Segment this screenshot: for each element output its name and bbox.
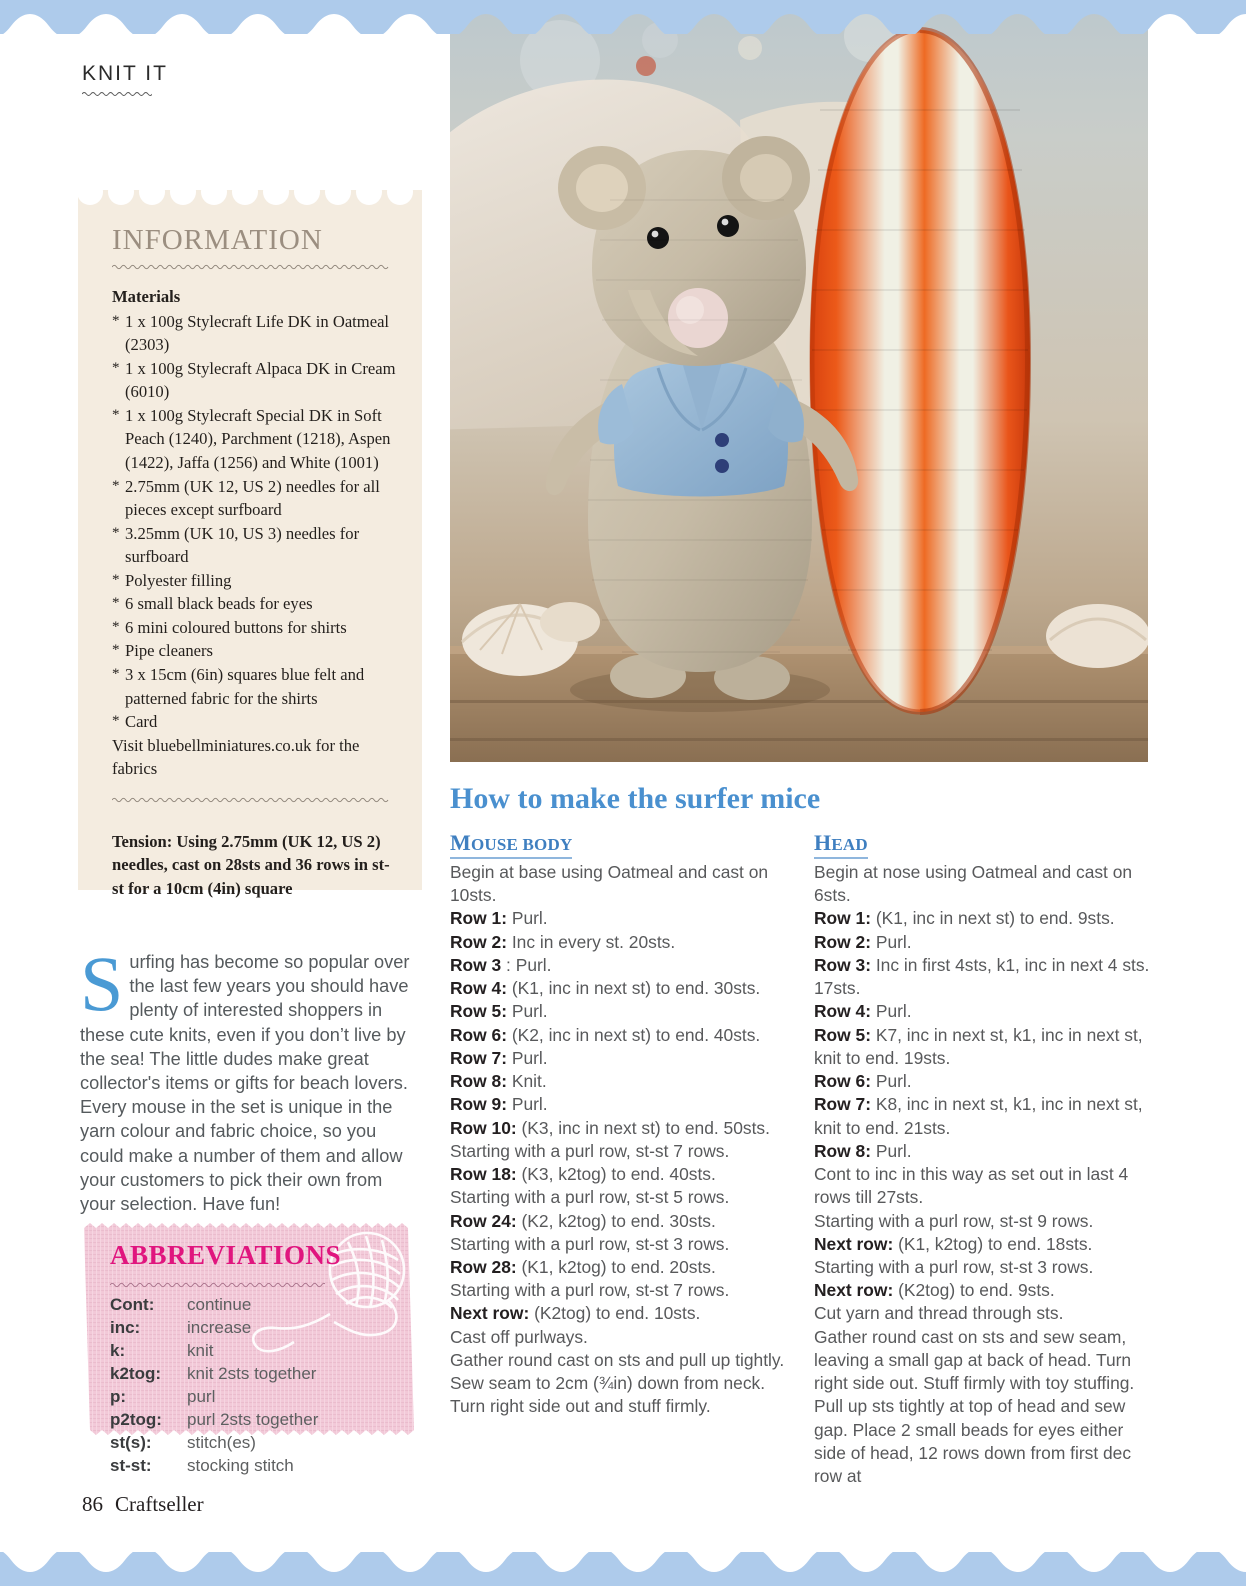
row-label: Row 7: <box>450 1047 508 1068</box>
materials-item: * 1 x 100g Stylecraft Life DK in Oatmeal (2303) <box>112 310 396 357</box>
materials-block <box>112 285 396 781</box>
bottom-wave-border <box>0 1552 1246 1586</box>
abbreviation-definition: stocking stitch <box>187 1455 294 1475</box>
abbreviation-row <box>110 1432 318 1455</box>
row-label: Row 18: <box>450 1164 517 1185</box>
section-heading-mouse-body <box>450 830 572 859</box>
abbreviation-term: st(s): <box>110 1432 152 1452</box>
row-label: Row 6: <box>814 1071 872 1092</box>
row-label: Row 4: <box>450 978 508 999</box>
page-footer <box>82 1492 204 1517</box>
materials-item: * 6 small black beads for eyes <box>112 592 396 616</box>
tension-note: Tension: Using 2.75mm (UK 12, US 2) needles, cast on 28sts and 36 rows in st-st for a 10cm (4in) square <box>112 831 390 898</box>
row-label: Row 6: <box>450 1024 508 1045</box>
abbreviation-row <box>110 1455 318 1478</box>
section-heading-head <box>814 830 868 859</box>
intro-text: urfing has become so popular over the last few years you should have plenty of interested shoppers in these cute knits, even if you don’t live by the sea! The little dudes make great collector's items or gifts for beach lovers. Every mouse in the set is unique in the yarn colour and fabric choice, so you could make a number of them and allow your customers to pick their own from your selection. Have fun! <box>80 952 410 1215</box>
abbreviation-term: st-st: <box>110 1455 152 1475</box>
abbreviation-definition: knit 2sts together <box>187 1363 317 1383</box>
instruction-columns <box>450 830 1155 1488</box>
row-label: Row 1: <box>814 908 872 929</box>
surfer-mouse-photo <box>450 0 1148 762</box>
materials-item: * 1 x 100g Stylecraft Alpaca DK in Cream (6010) <box>112 357 396 404</box>
materials-heading: Materials <box>112 287 181 306</box>
row-label: Row 5: <box>450 1001 508 1022</box>
abbreviation-definition: purl <box>187 1386 216 1406</box>
materials-list <box>112 310 396 734</box>
abbreviation-term: inc: <box>110 1317 141 1337</box>
row-label: Row 24: <box>450 1210 517 1231</box>
abbreviation-row <box>110 1409 318 1432</box>
intro-paragraph <box>80 940 416 1216</box>
materials-item: * Card <box>112 710 396 734</box>
heading-smallcaps: OUSE BODY <box>470 835 573 854</box>
page-kicker: KNIT IT <box>82 62 168 85</box>
instruction-column-head <box>814 830 1155 1488</box>
information-box <box>78 190 422 898</box>
row-label: Row 1: <box>450 908 508 929</box>
row-label: Row 4: <box>814 1001 872 1022</box>
row-label: Next row: <box>814 1280 894 1301</box>
row-label: Row 5: <box>814 1024 872 1045</box>
abbreviation-definition: continue <box>187 1295 252 1314</box>
row-label: Next row: <box>450 1303 530 1324</box>
abbreviation-term: p: <box>110 1386 127 1406</box>
magazine-name: Craftseller <box>115 1492 204 1516</box>
materials-item: * 1 x 100g Stylecraft Special DK in Soft Peach (1240), Parchment (1218), Aspen (1422), Jaffa (1256) and White (1001) <box>112 404 396 475</box>
abbreviation-term: k: <box>110 1340 126 1360</box>
materials-item: * 6 mini coloured buttons for shirts <box>112 616 396 640</box>
materials-item: * Polyester filling <box>112 569 396 593</box>
fabrics-website-note: Visit bluebellminiatures.co.uk for the fabrics <box>112 735 360 779</box>
row-label: Row 8: <box>450 1071 508 1092</box>
abbreviation-definition: stitch(es) <box>187 1432 256 1452</box>
scalloped-top-edge <box>78 190 422 212</box>
row-label: Row 10: <box>450 1117 517 1138</box>
abbreviation-term: Cont: <box>110 1295 155 1314</box>
abbreviation-row <box>110 1386 318 1409</box>
abbreviation-definition: purl 2sts together <box>187 1409 319 1429</box>
row-label: Row 3 <box>450 954 502 975</box>
materials-item: * 3.25mm (UK 10, US 3) needles for surfboard <box>112 522 396 569</box>
heading-initial: M <box>450 830 471 855</box>
instruction-body-mouse-body: Begin at base using Oatmeal and cast on 10sts. Row 1: Purl. Row 2: Inc in every st. 20sts. Row 3 : Purl. Row 4: (K1, inc in next st) to end. 30sts. Row 5: Purl. Row 6: (K2, inc in next st) to end. 40sts. Row 7: Purl. Row 8: Knit. Row 9: Purl. Row 10: (K3, inc in next st) to end. 50sts. Starting with a purl row, st-st 7 rows. Row 18: (K3, k2tog) to end. 40sts. Starting with a purl row, st-st 5 rows. Row 24: (K2, k2tog) to end. 30sts. Starting with a purl row, st-st 3 rows. Row 28: (K1, k2tog) to end. 20sts. Starting with a purl row, st-st 7 rows. Next row: (K2tog) to end. 10sts. Cast off purlways. Gather round cast on sts and pull up tightly. Sew seam to 2cm (¾in) down from neck. Turn right side out and stuff firmly. <box>450 862 785 1417</box>
instruction-body-head: Begin at nose using Oatmeal and cast on 6sts. Row 1: (K1, inc in next st) to end. 9sts. Row 2: Purl. Row 3: Inc in first 4sts, k1, inc in next 4 sts. 17sts. Row 4: Purl. Row 5: K7, inc in next st, k1, inc in next st, knit to end. 19sts. Row 6: Purl. Row 7: K8, inc in next st, k1, inc in next st, knit to end. 21sts. Row 8: Purl. Cont to inc in this way as set out in last 4 rows till 27sts. Starting with a purl row, st-st 9 rows. Next row: (K1, k2tog) to end. 18sts. Starting with a purl row, st-st 3 rows. Next row: (K2tog) to end. 9sts. Cut yarn and thread through sts. Gather round cast on sts and sew seam, leaving a small gap at back of head. Turn right side out. Stuff firmly with toy stuffing. Pull up sts tightly at top of head and sew gap. Place 2 small beads for eyes either side of head, 12 rows down from first dec row at <box>814 862 1155 1487</box>
abbreviations-list <box>110 1294 318 1478</box>
information-title: INFORMATION <box>112 224 323 256</box>
materials-item: * 2.75mm (UK 12, US 2) needles for all pieces except surfboard <box>112 475 396 522</box>
squiggle-divider-top <box>112 262 392 270</box>
row-label: Row 8: <box>814 1140 872 1161</box>
abbreviation-definition: increase <box>187 1317 252 1337</box>
page-number: 86 <box>82 1492 103 1516</box>
abbreviation-definition: knit <box>187 1340 214 1360</box>
instructions-title: How to make the surfer mice <box>450 782 821 815</box>
abbreviation-row <box>110 1340 318 1363</box>
kicker-squiggle-rule <box>82 90 152 97</box>
drop-cap: S <box>80 940 124 1027</box>
abbreviations-title: ABBREVIATIONS <box>110 1240 342 1270</box>
abbreviations-squiggle-rule <box>110 1280 325 1288</box>
abbreviation-term: k2tog: <box>110 1363 161 1383</box>
row-label: Row 2: <box>450 931 508 952</box>
row-label: Row 3: <box>814 954 872 975</box>
row-label: Row 2: <box>814 931 872 952</box>
abbreviation-row <box>110 1317 318 1340</box>
row-label: Next row: <box>814 1233 894 1254</box>
heading-initial: H <box>814 830 832 855</box>
instruction-column-mouse-body <box>450 830 786 1488</box>
row-label: Row 28: <box>450 1256 517 1277</box>
row-label: Row 9: <box>450 1094 508 1115</box>
heading-smallcaps: EAD <box>831 835 868 854</box>
abbreviation-row <box>110 1363 318 1386</box>
top-wave-border <box>0 0 1246 34</box>
abbreviation-term: p2tog: <box>110 1409 162 1429</box>
row-label: Row 7: <box>814 1094 872 1115</box>
materials-item: * Pipe cleaners <box>112 639 396 663</box>
abbreviations-box <box>80 1218 418 1475</box>
materials-item: * 3 x 15cm (6in) squares blue felt and patterned fabric for the shirts <box>112 663 396 710</box>
squiggle-divider-bottom <box>112 795 392 803</box>
abbreviation-row <box>110 1294 318 1317</box>
